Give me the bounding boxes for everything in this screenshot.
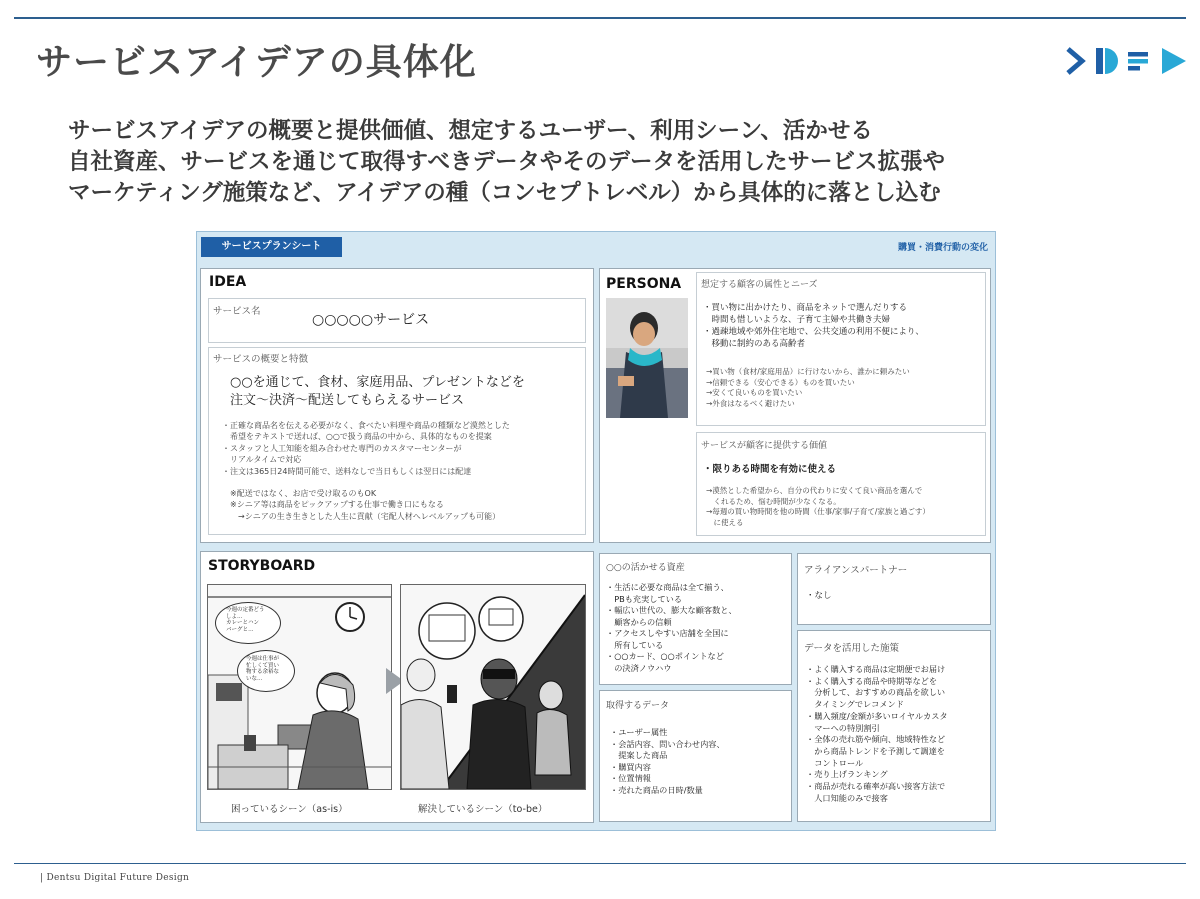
data-measures-item: ・よく購入する商品や時期等などを bbox=[806, 675, 938, 686]
overview-detail-line: ・注文は365日24時間可能で、送料なしで当日もしくは翌日には配達 bbox=[222, 466, 472, 476]
data-acquired-item: ・位置情報 bbox=[610, 773, 651, 783]
assets-item: の決済ノウハウ bbox=[606, 662, 672, 673]
to-be-illustration-icon bbox=[401, 585, 585, 789]
data-measures-item: マーへの特別割引 bbox=[806, 722, 880, 733]
bubble-line: しよ… bbox=[226, 613, 243, 620]
storyboard-to-be-image bbox=[400, 584, 586, 790]
data-measures-label: データを活用した施策 bbox=[804, 643, 900, 654]
page-title: サービスアイデアの具体化 bbox=[36, 42, 477, 83]
needs-label: 想定する顧客の属性とニーズ bbox=[701, 280, 818, 290]
bubble-line: 忙しくて買い bbox=[246, 662, 280, 669]
bubble-line: いな… bbox=[246, 675, 263, 682]
data-measures-item: ・売り上げランキング bbox=[806, 769, 888, 780]
overview-detail-line: →シニアの生き生きとした人生に貢献（宅配人材へレベルアップも可能） bbox=[222, 511, 501, 521]
data-measures-item: ・よく購入する商品は定期便でお届け bbox=[806, 664, 946, 674]
bubble-line: 物する余裕な bbox=[246, 669, 280, 675]
overview-detail-line: ・正確な商品名を伝える必要がなく、食べたい料理や商品の種類など漠然とした bbox=[222, 421, 510, 430]
value-sub-line: →毎週の買い物時間を他の時間（仕事/家事/子育て/家族と過ごす） bbox=[706, 507, 930, 516]
service-name-label: サービス名 bbox=[213, 306, 261, 317]
assets-list bbox=[606, 582, 737, 674]
overview-main-line: ○○を通じて、食材、家庭用品、プレゼントなどを bbox=[230, 375, 525, 390]
value-sub-line: に使える bbox=[706, 517, 744, 527]
footer-credit: | Dentsu Digital Future Design bbox=[40, 873, 190, 883]
idea-title: IDEA bbox=[209, 274, 247, 290]
assets-item: ・幅広い世代の、膨大な顧客数と、 bbox=[606, 605, 737, 615]
sheet-tag: サービスプランシート bbox=[201, 237, 342, 257]
data-acquired-item: ・購買内容 bbox=[610, 761, 651, 772]
needs-sub bbox=[706, 367, 910, 409]
assets-item: PBも充実している bbox=[606, 593, 683, 604]
caption-to-be: 解決しているシーン（to-be） bbox=[418, 804, 548, 815]
value-sub-line: →漠然とした希望から、自分の代わりに安くて良い商品を選んで bbox=[706, 486, 923, 495]
needs-sub-line: →安くて良いものを買いたい bbox=[706, 388, 803, 397]
persona-photo-icon bbox=[606, 298, 688, 418]
service-name-value: ○○○○○サービス bbox=[312, 312, 430, 328]
data-measures-item: ・商品が売れる確率が高い接客方法で bbox=[806, 781, 946, 792]
bubble-line: バーグと… bbox=[226, 626, 254, 633]
overview-details bbox=[222, 420, 510, 522]
alliance-value: ・なし bbox=[806, 591, 832, 601]
assets-item: 顧客からの信頼 bbox=[606, 616, 672, 627]
speech-bubble bbox=[237, 650, 295, 692]
assets-item: ・アクセスしやすい店舗を全国に bbox=[606, 628, 729, 638]
data-measures-item: 分析して、おすすめの商品を欲しい bbox=[806, 687, 946, 698]
caption-as-is: 困っているシーン（as-is） bbox=[231, 804, 348, 815]
data-measures-item: ・全体の売れ筋や傾向、地域特性など bbox=[806, 734, 946, 745]
overview-detail-line: ・スタッフと人工知能を組み合わせた専門のカスタマーセンターが bbox=[222, 443, 462, 453]
data-measures-item: ・購入頻度/金額が多いロイヤルカスタ bbox=[806, 710, 948, 721]
data-acquired-item: ・売れた商品の日時/数量 bbox=[610, 784, 703, 795]
lead-text bbox=[68, 116, 945, 209]
alliance-label: アライアンスパートナー bbox=[804, 565, 908, 576]
speech-bubble bbox=[215, 602, 281, 644]
value-main: ・限りある時間を有効に使える bbox=[703, 464, 837, 475]
overview-main bbox=[230, 374, 525, 410]
needs-sub-line: →買い物（食材/家庭用品）に行けないから、誰かに頼みたい bbox=[706, 367, 910, 376]
assets-label: ○○の活かせる資産 bbox=[606, 563, 685, 573]
data-acquired-list bbox=[610, 727, 725, 796]
assets-item: 所有している bbox=[606, 639, 664, 650]
data-measures-item: 人口知能のみで接客 bbox=[806, 792, 888, 803]
persona-title: PERSONA bbox=[606, 276, 682, 292]
value-sub-line: くれるため、悩む時間が少なくなる。 bbox=[706, 496, 841, 506]
lead-line-2: 自社資産、サービスを通じて取得すべきデータやそのデータを活用したサービス拡張や bbox=[68, 149, 946, 175]
overview-detail-line: ※シニア等は商品をピックアップする仕事で働き口にもなる bbox=[222, 500, 444, 510]
overview-label: サービスの概要と特徴 bbox=[213, 354, 309, 365]
data-acquired-item: 提案した商品 bbox=[610, 750, 668, 760]
data-measures-item: から商品トレンドを予測して調達を bbox=[806, 745, 945, 756]
value-label: サービスが顧客に提供する価値 bbox=[701, 441, 828, 451]
overview-detail-line: 希望をテキストで送れば、○○で扱う商品の中から、具体的なものを提案 bbox=[222, 432, 492, 442]
bubble-line: カレーとハン bbox=[226, 620, 260, 626]
dentsu-logo-icon bbox=[1064, 44, 1188, 78]
lead-line-1: サービスアイデアの概要と提供価値、想定するユーザー、利用シーン、活かせる bbox=[68, 118, 873, 144]
top-rule bbox=[14, 17, 1186, 19]
needs-sub-line: →外食はなるべく避けたい bbox=[706, 398, 795, 408]
data-measures-item: コントロール bbox=[806, 757, 864, 768]
assets-item: ・○○カード、○○ポイントなど bbox=[606, 651, 724, 661]
assets-item: ・生活に必要な商品は全て揃う、 bbox=[606, 582, 729, 592]
data-acquired-label: 取得するデータ bbox=[606, 701, 670, 711]
value-sub bbox=[706, 486, 930, 528]
needs-main-line: ・買い物に出かけたり、商品をネットで選んだりする bbox=[703, 303, 908, 313]
needs-main bbox=[703, 302, 924, 350]
needs-main-line: ・過疎地域や郊外住宅地で、公共交通の利用不便により、 bbox=[703, 327, 924, 337]
data-acquired-item: ・会話内容、問い合わせ内容、 bbox=[610, 738, 725, 749]
lead-line-3: マーケティング施策など、アイデアの種（コンセプトレベル）から具体的に落とし込む bbox=[68, 180, 941, 206]
needs-main-line: 時間も惜しいような、子育て主婦や共働き夫婦 bbox=[703, 315, 891, 325]
data-acquired-item: ・ユーザー属性 bbox=[610, 727, 668, 737]
bubble-line: 今週の定番どう bbox=[226, 607, 265, 613]
data-measures-list bbox=[806, 664, 948, 804]
overview-detail-line: リアルタイムで対応 bbox=[222, 455, 302, 465]
bubble-line: 今週は仕事が bbox=[246, 656, 280, 662]
storyboard-title: STORYBOARD bbox=[208, 558, 316, 574]
data-measures-item: タイミングでレコメンド bbox=[806, 699, 904, 710]
sheet-right-title: 購買・消費行動の変化 bbox=[897, 243, 988, 253]
bottom-rule bbox=[14, 863, 1186, 864]
needs-main-line: 移動に制約のある高齢者 bbox=[703, 339, 806, 349]
overview-main-line: 注文〜決済〜配送してもらえるサービス bbox=[230, 393, 465, 408]
needs-sub-line: →信頼できる（安心できる）ものを買いたい bbox=[706, 377, 855, 387]
overview-detail-line: ※配送ではなく、お店で受け取るのもOK bbox=[222, 489, 377, 499]
overview-detail-line bbox=[222, 477, 510, 488]
